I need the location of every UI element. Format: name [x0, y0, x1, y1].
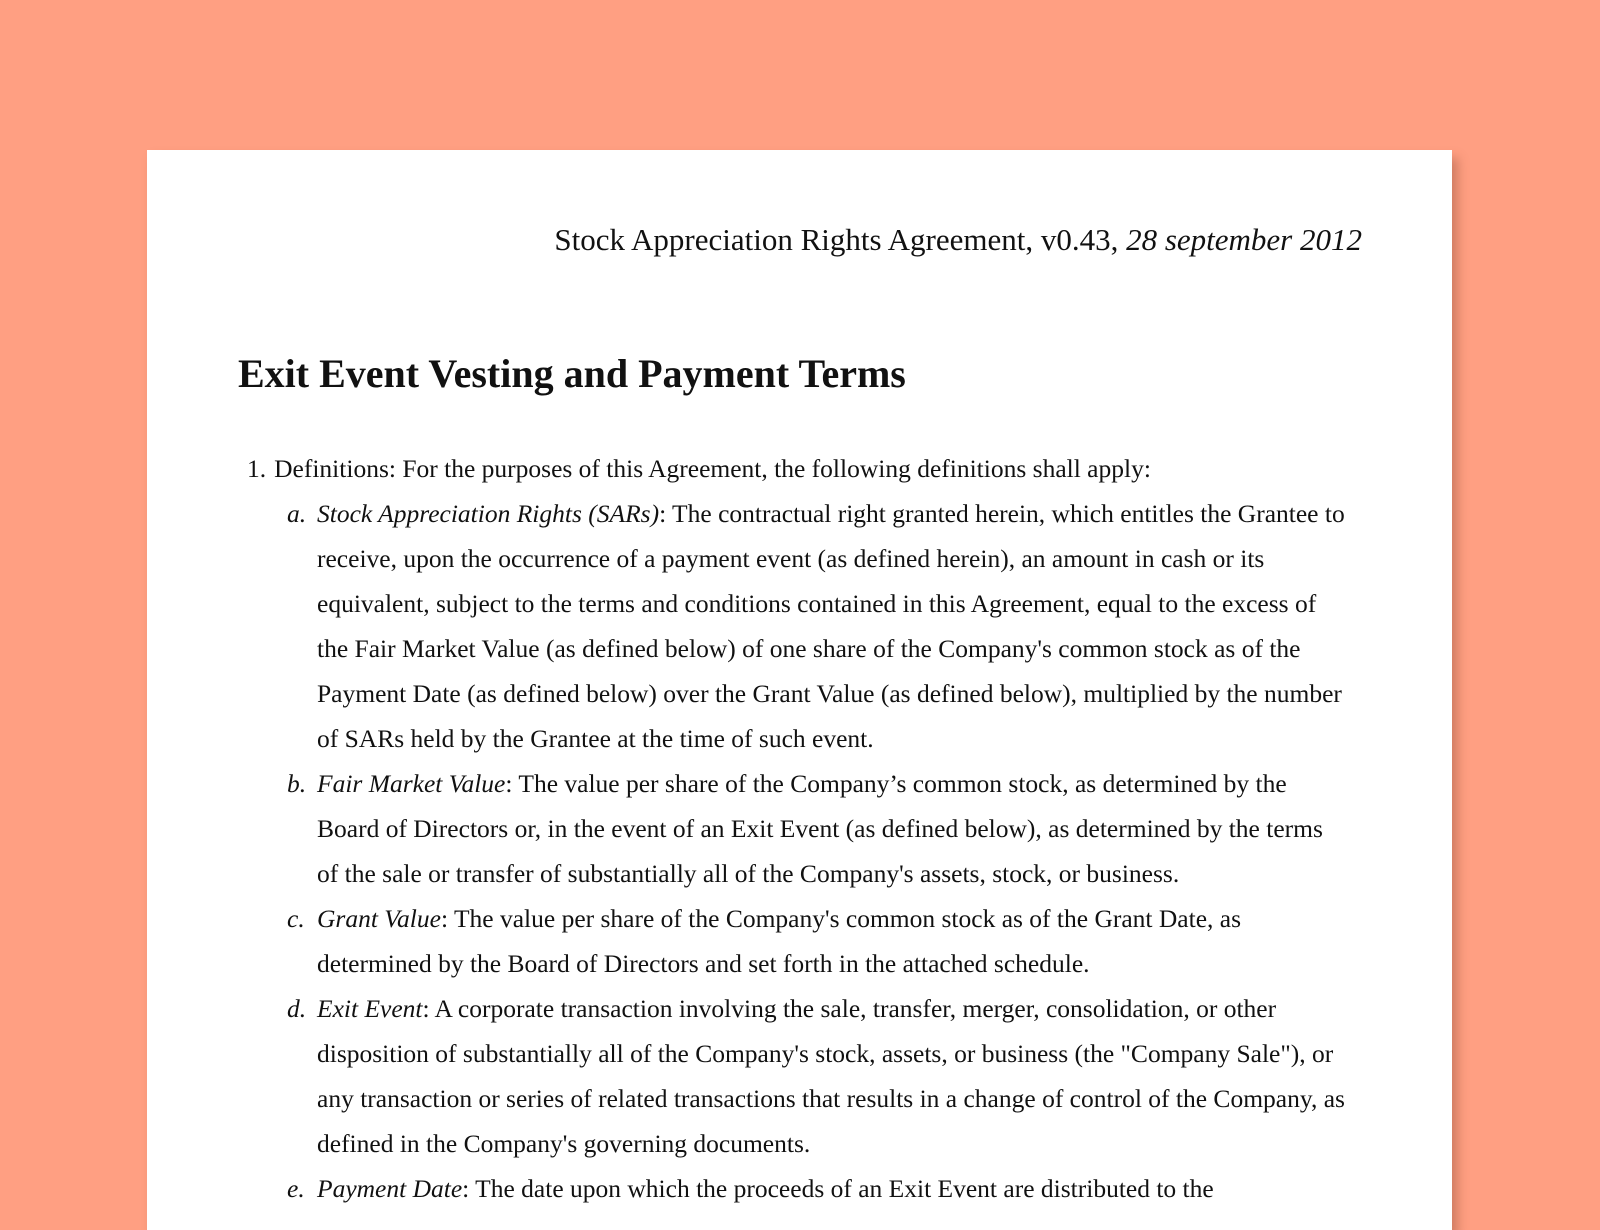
definition-letter: a.	[287, 499, 307, 528]
document-heading: Exit Event Vesting and Payment Terms	[238, 351, 906, 396]
definitions-section	[247, 446, 1367, 1211]
definition-term: Stock Appreciation Rights (SARs)	[317, 499, 660, 528]
document-header	[554, 222, 1362, 258]
definition-text: : The date upon which the proceeds of an Exit Event are distributed to the	[462, 1174, 1214, 1203]
document-header-title: Stock Appreciation Rights Agreement, v0.43,	[554, 222, 1119, 257]
definition-letter: c.	[287, 904, 305, 933]
definition-text: : The contractual right granted herein, which entitles the Grantee to receive, upon the occurrence of a payment event (as defined herein), an amount in cash or its equivalent, subject to the terms and conditions contained in this Agreement, equal to the excess of the Fair Market Value (as defined below) of one share of the Company's common stock as of the Payment Date (as defined below) over the Grant Value (as defined below), multiplied by the number of SARs held by the Grantee at the time of such event.	[317, 499, 1345, 753]
section-intro	[247, 446, 1367, 491]
definition-text: : A corporate transaction involving the sale, transfer, merger, consolidation, or other disposition of substantially all of the Company's stock, assets, or business (the "Company Sale"), or any transaction or series of related transactions that results in a change of control of the Company, as defined in the Company's governing documents.	[317, 994, 1345, 1158]
definition-term: Payment Date	[317, 1174, 463, 1203]
definition-term: Exit Event	[317, 994, 423, 1023]
definition-term: Fair Market Value	[317, 769, 506, 798]
definition-item	[247, 761, 1347, 896]
section-intro-text: Definitions: For the purposes of this Agreement, the following definitions shall apply:	[274, 454, 1151, 483]
definition-letter: b.	[287, 769, 307, 798]
document-header-date: 28 september 2012	[1126, 222, 1362, 257]
section-number: 1.	[247, 454, 267, 483]
document-page	[147, 150, 1452, 1230]
definition-list	[247, 491, 1367, 1211]
definition-letter: e.	[287, 1174, 305, 1203]
definition-text: : The value per share of the Company's common stock as of the Grant Date, as determined by the Board of Directors and set forth in the attached schedule.	[317, 904, 1242, 978]
definition-item	[247, 491, 1347, 761]
definition-term: Grant Value	[317, 904, 441, 933]
definition-item	[247, 896, 1347, 986]
definition-item	[247, 1166, 1347, 1211]
definition-text: : The value per share of the Company’s common stock, as determined by the Board of Directors or, in the event of an Exit Event (as defined below), as determined by the terms of the sale or transfer of substantially all of the Company's assets, stock, or business.	[317, 769, 1323, 888]
definition-letter: d.	[287, 994, 307, 1023]
definition-item	[247, 986, 1347, 1166]
